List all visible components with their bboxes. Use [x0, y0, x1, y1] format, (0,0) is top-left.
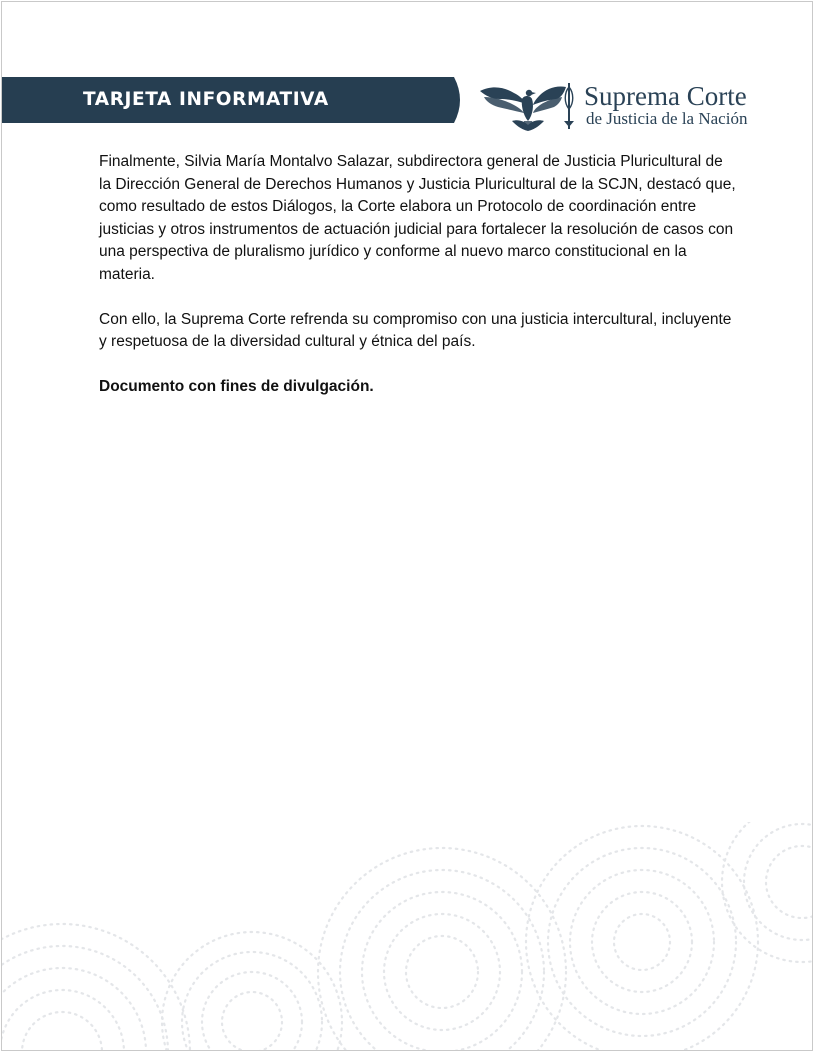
header-banner	[2, 77, 812, 128]
scjn-logo	[478, 77, 748, 133]
document-type-title: TARJETA INFORMATIVA	[83, 89, 329, 110]
closing-note: Documento con fines de divulgación.	[99, 377, 374, 395]
logo-title-line1: Suprema Corte	[584, 81, 747, 111]
document-body	[99, 151, 739, 420]
body-paragraph: Con ello, la Suprema Corte refrenda su compromiso con una justicia intercultural, incluyente y respetuosa de la diversidad cultural y étnica del país.	[99, 310, 732, 351]
eagle-emblem-icon	[478, 77, 582, 133]
body-paragraph: Finalmente, Silvia María Montalvo Salazar, subdirectora general de Justicia Pluricultural de la Dirección General de Derechos Humanos y Justicia Pluricultural de la SCJN, destacó que, como resultado de estos Diálogos, la Corte elabora un Protocolo de coordinación entre justicias y otros instrumentos de actuación judicial para fortalecer la resolución de casos con una perspectiva de pluralismo jurídico y conforme al nuevo marco constitucional en la materia.	[99, 153, 736, 283]
dotted-circles-watermark	[2, 822, 812, 1050]
logo-title-line2: de Justicia de la Nación	[586, 109, 748, 128]
document-page	[1, 1, 813, 1051]
